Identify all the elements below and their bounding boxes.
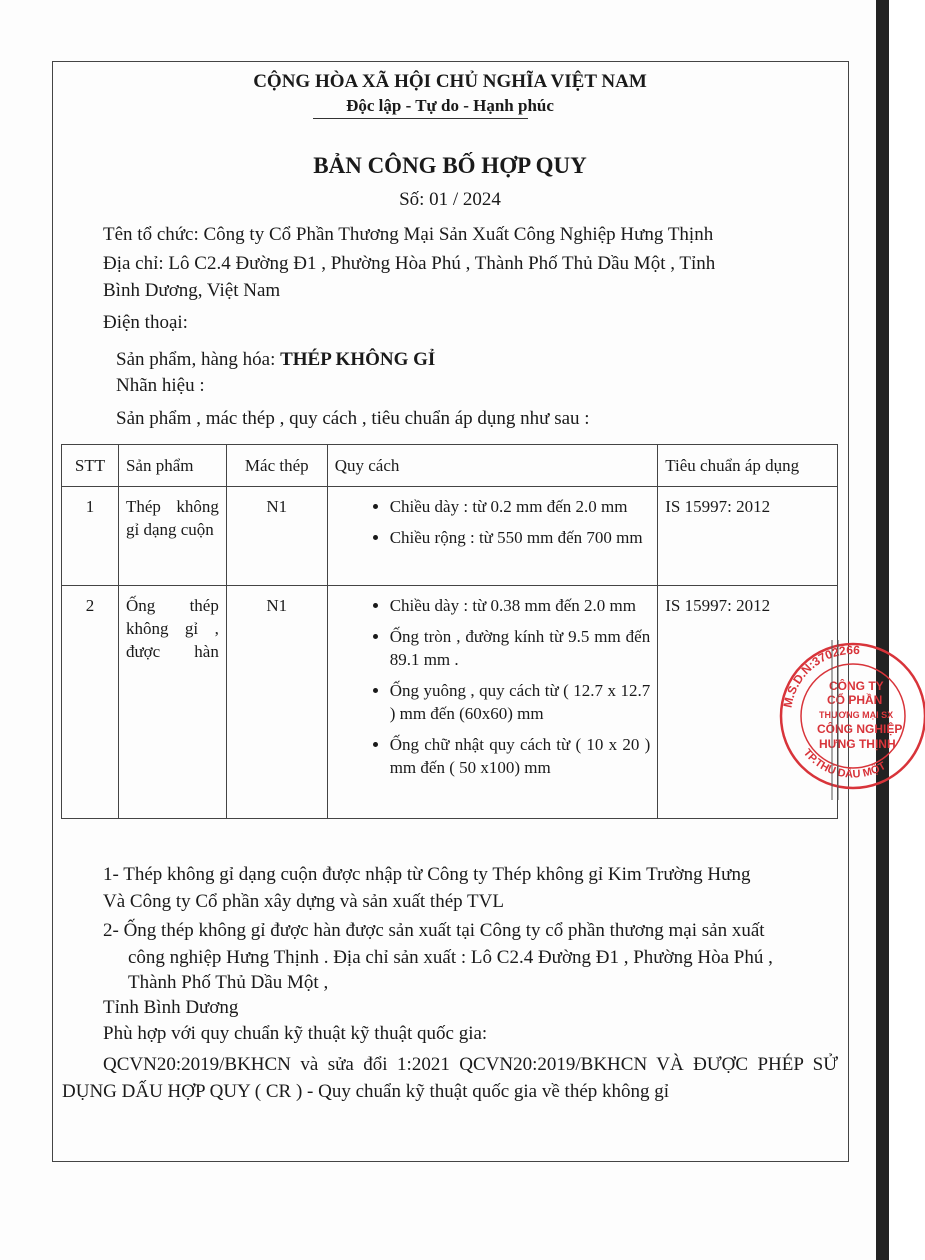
spec-item: • Ống chữ nhật quy cách từ ( 10 x 20 ) mm đến ( 50 x100) mm xyxy=(390,733,651,779)
motto: Độc lập - Tự do - Hạnh phúc xyxy=(346,96,554,115)
product-table xyxy=(61,444,838,819)
conformity-statement: Phù hợp với quy chuẩn kỹ thuật kỹ thuật quốc gia: xyxy=(103,1023,488,1044)
header-spec: Quy cách xyxy=(327,445,658,487)
cell-grade: N1 xyxy=(226,487,327,586)
cell-product: Ống thép không gỉ , được hàn xyxy=(118,586,226,819)
table-row xyxy=(62,586,838,819)
note-1: 1- Thép không gỉ dạng cuộn được nhập từ Công ty Thép không gỉ Kim Trường Hưng xyxy=(103,864,751,885)
table-row xyxy=(62,487,838,586)
cell-spec xyxy=(327,487,658,586)
product-label: Sản phẩm, hàng hóa: xyxy=(116,349,281,370)
table-intro: Sản phẩm , mác thép , quy cách , tiêu chuẩn áp dụng như sau : xyxy=(116,408,590,429)
spec-item: • Chiều dày : từ 0.38 mm đến 2.0 mm xyxy=(390,594,651,617)
cell-stt: 2 xyxy=(62,586,119,819)
regulation-text: QCVN20:2019/BKHCN và sửa đổi 1:2021 QCVN20:2019/BKHCN VÀ ĐƯỢC PHÉP SỬ DỤNG DẤU HỢP QUY ( CR ) - Quy chuẩn kỹ thuật quốc gia về thép không gỉ xyxy=(62,1054,838,1102)
cell-spec xyxy=(327,586,658,819)
spec-item: • Ống yuông , quy cách từ ( 12.7 x 12.7 ) mm đến (60x60) mm xyxy=(390,679,651,725)
header-stt: STT xyxy=(62,445,119,487)
svg-text:THƯƠNG MẠI SX: THƯƠNG MẠI SX xyxy=(819,710,894,720)
header-grade: Mác thép xyxy=(226,445,327,487)
document-number: Số: 01 / 2024 xyxy=(399,189,501,210)
note-2: 2- Ống thép không gỉ được hàn được sản xuất tại Công ty cổ phần thương mại sản xuất xyxy=(103,920,765,941)
svg-text:CÔNG NGHIỆP: CÔNG NGHIỆP xyxy=(817,722,903,736)
product-value: THÉP KHÔNG GỈ xyxy=(280,349,436,370)
org-phone: Điện thoại: xyxy=(103,312,188,333)
org-name: Tên tổ chức: Công ty Cổ Phần Thương Mại Sản Xuất Công Nghiệp Hưng Thịnh xyxy=(103,224,714,245)
company-stamp xyxy=(775,640,925,800)
note-2-cont: công nghiệp Hưng Thịnh . Địa chỉ sản xuất : Lô C2.4 Đường Đ1 , Phường Hòa Phú , xyxy=(128,947,773,968)
note-2-cont2: Thành Phố Thủ Dầu Một , xyxy=(128,972,329,993)
cell-grade: N1 xyxy=(226,586,327,819)
header-standard: Tiêu chuẩn áp dụng xyxy=(658,445,838,487)
province: Tỉnh Bình Dương xyxy=(103,997,239,1018)
header-product: Sản phẩm xyxy=(118,445,226,487)
org-address: Địa chỉ: Lô C2.4 Đường Đ1 , Phường Hòa Phú , Thành Phố Thủ Dầu Một , Tỉnh xyxy=(103,253,716,274)
brand-label: Nhãn hiệu : xyxy=(116,375,205,396)
cell-standard: IS 15997: 2012 xyxy=(658,586,838,819)
product-line xyxy=(116,349,435,371)
svg-text:TP.THỦ DẦU MỘT: TP.THỦ DẦU MỘT xyxy=(800,746,888,781)
cell-stt: 1 xyxy=(62,487,119,586)
svg-text:CÔNG TY: CÔNG TY xyxy=(829,679,884,693)
svg-text:CỔ PHẦN: CỔ PHẦN xyxy=(827,693,883,707)
cell-product: Thép không gỉ dạng cuộn xyxy=(118,487,226,586)
cell-standard: IS 15997: 2012 xyxy=(658,487,838,586)
svg-text:M.S.D.N:3702266: M.S.D.N:3702266 xyxy=(780,642,861,709)
note-1-cont: Và Công ty Cổ phần xây dựng và sản xuất thép TVL xyxy=(103,891,504,912)
svg-text:HƯNG THỊNH: HƯNG THỊNH xyxy=(819,737,896,751)
spec-item: • Chiều rộng : từ 550 mm đến 700 mm xyxy=(390,526,651,549)
nation-heading: CỘNG HÒA XÃ HỘI CHỦ NGHĨA VIỆT NAM xyxy=(253,71,647,92)
motto-underline xyxy=(313,118,528,119)
spec-item: • Ống tròn , đường kính từ 9.5 mm đến 89.1 mm . xyxy=(390,625,651,671)
table-header-row xyxy=(62,445,838,487)
org-address-cont: Bình Dương, Việt Nam xyxy=(103,280,281,301)
spec-item: • Chiều dày : từ 0.2 mm đến 2.0 mm xyxy=(390,495,651,518)
document-title: BẢN CÔNG BỐ HỢP QUY xyxy=(313,153,587,178)
